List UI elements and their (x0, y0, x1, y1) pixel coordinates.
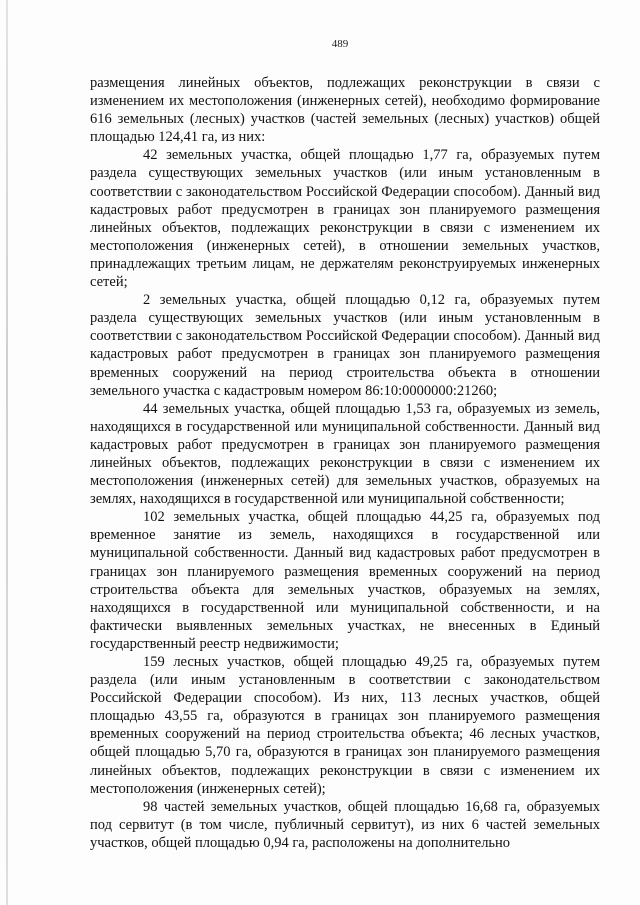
paragraph-2-plots: 2 земельных участка, общей площадью 0,12 га, образуемых путем раздела существующих земельных участков (или иным установленным в соответствии с законодательством Российской Федерации способом). Данный вид кадастровых работ предусмотрен в границах зон планируемого размещения временных сооружений на период строительства объекта в отношении земельного участка с кадастровым номером 86:10:0000000:21260; (90, 292, 600, 399)
scan-edge (6, 0, 8, 905)
paragraph-98-plot-parts: 98 частей земельных участков, общей площадью 16,68 га, образуемых под сервитут (в том числе, публичный сервитут), из них 6 частей земельных участков, общей площадью 0,94 га, расположены на дополнительно (90, 798, 600, 851)
body-text (90, 74, 600, 852)
paragraph-44-plots: 44 земельных участка, общей площадью 1,53 га, образуемых из земель, находящихся в государственной или муниципальной собственности. Данный вид кадастровых работ предусмотрен в границах зон планируемого размещения линейных объектов, подлежащих реконструкции в связи с изменением их местоположения (инженерных сетей) для земельных участков, образуемых на землях, находящихся в государственной или муниципальной собственности; (90, 400, 600, 508)
paragraph-159-forest-plots: 159 лесных участков, общей площадью 49,25 га, образуемых путем раздела (или иным установленным в соответствии с законодательством Российской Федерации способом). Из них, 113 лесных участков, общей площадью 43,55 га, образуются в границах зон планируемого размещения временных сооружений на период строительства объекта; 46 лесных участков, общей площадью 5,70 га, образуются в границах зон планируемого размещения линейных объектов, подлежащих реконструкции в связи с изменением их местоположения (инженерных сетей); (90, 654, 600, 797)
paragraph-42-plots: 42 земельных участка, общей площадью 1,77 га, образуемых путем раздела существующих земельных участков (или иным установленным в соответствии с законодательством Российской Федерации способом). Данный вид кадастровых работ предусмотрен в границах зон планируемого размещения линейных объектов, подлежащих реконструкции в связи с изменением их местоположения (инженерных сетей), в отношении земельных участков, принадлежащих третьим лицам, не держателям реконструируемых инженерных сетей; (90, 147, 600, 291)
page-number: 489 (331, 38, 349, 50)
paragraph-continuation: размещения линейных объектов, подлежащих реконструкции в связи с изменением их местоположения (инженерных сетей), необходимо формирование 616 земельных (лесных) участков (частей земельных (лесных) участков) общей площадью 124,41 га, из них: (90, 75, 600, 146)
paragraph-102-plots: 102 земельных участка, общей площадью 44,25 га, образуемых под временное занятие из земель, находящихся в государственной или муниципальной собственности. Данный вид кадастровых работ предусмотрен в границах зон планируемого размещения временных сооружений на период строительства объекта для земельных участков, образуемых на землях, находящихся в государственной или муниципальной собственности, и на фактически выявленных земельных участках, не внесенных в Единый государственный реестр недвижимости; (90, 509, 600, 652)
